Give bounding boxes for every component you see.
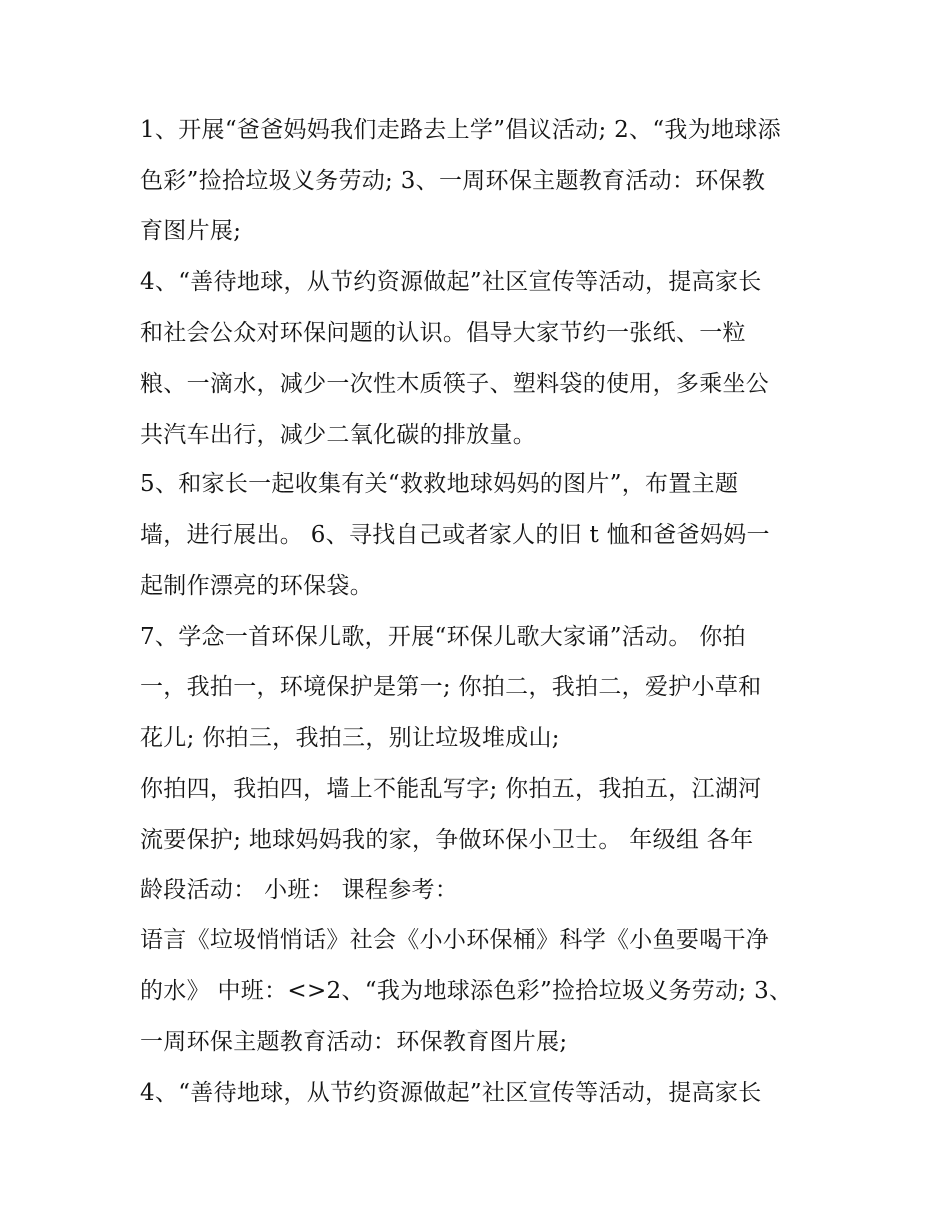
text-line: 7、学念一首环保儿歌，开展“环保儿歌大家诵”活动。 你拍 [140,624,746,650]
text-line: 你拍四，我拍四，墙上不能乱写字; 你拍五，我拍五，江湖河 [140,776,762,802]
text-line: 4、“善待地球，从节约资源做起”社区宣传等活动，提高家长 [140,1080,762,1106]
text-line: 1、开展“爸爸妈妈我们走路去上学”倡议活动; 2、“我为地球添 [140,117,781,143]
text-line: 起制作漂亮的环保袋。 [140,573,373,599]
text-line: 粮、一滴水，减少一次性木质筷子、塑料袋的使用，多乘坐公 [140,371,770,397]
text-line: 的水》 中班：<>2、“我为地球添色彩”捡拾垃圾义务劳动; 3、 [140,978,793,1004]
text-line: 育图片展; [140,218,242,244]
text-line: 4、“善待地球，从节约资源做起”社区宣传等活动，提高家长 [140,269,762,295]
text-line: 色彩”捡拾垃圾义务劳动; 3、一周环保主题教育活动：环保教 [140,168,766,194]
text-line: 流要保护; 地球妈妈我的家，争做环保小卫士。 年级组 各年 [140,827,754,853]
text-line: 墙，进行展出。 6、寻找自己或者家人的旧 t 恤和爸爸妈妈一 [140,522,770,548]
text-line: 花儿; 你拍三，我拍三，别让垃圾堆成山; [140,725,560,751]
text-line: 一周环保主题教育活动：环保教育图片展; [140,1029,568,1055]
text-line: 和社会公众对环保问题的认识。倡导大家节约一张纸、一粒 [140,320,746,346]
text-line: 语言《垃圾悄悄话》社会《小小环保桶》科学《小鱼要喝干净 [140,927,770,953]
text-line: 5、和家长一起收集有关“救救地球妈妈的图片”，布置主题 [140,471,739,497]
text-line: 一，我拍一，环境保护是第一; 你拍二，我拍二，爱护小草和 [140,674,762,700]
text-line: 龄段活动： 小班： 课程参考： [140,877,459,903]
text-line: 共汽车出行，减少二氧化碳的排放量。 [140,422,537,448]
